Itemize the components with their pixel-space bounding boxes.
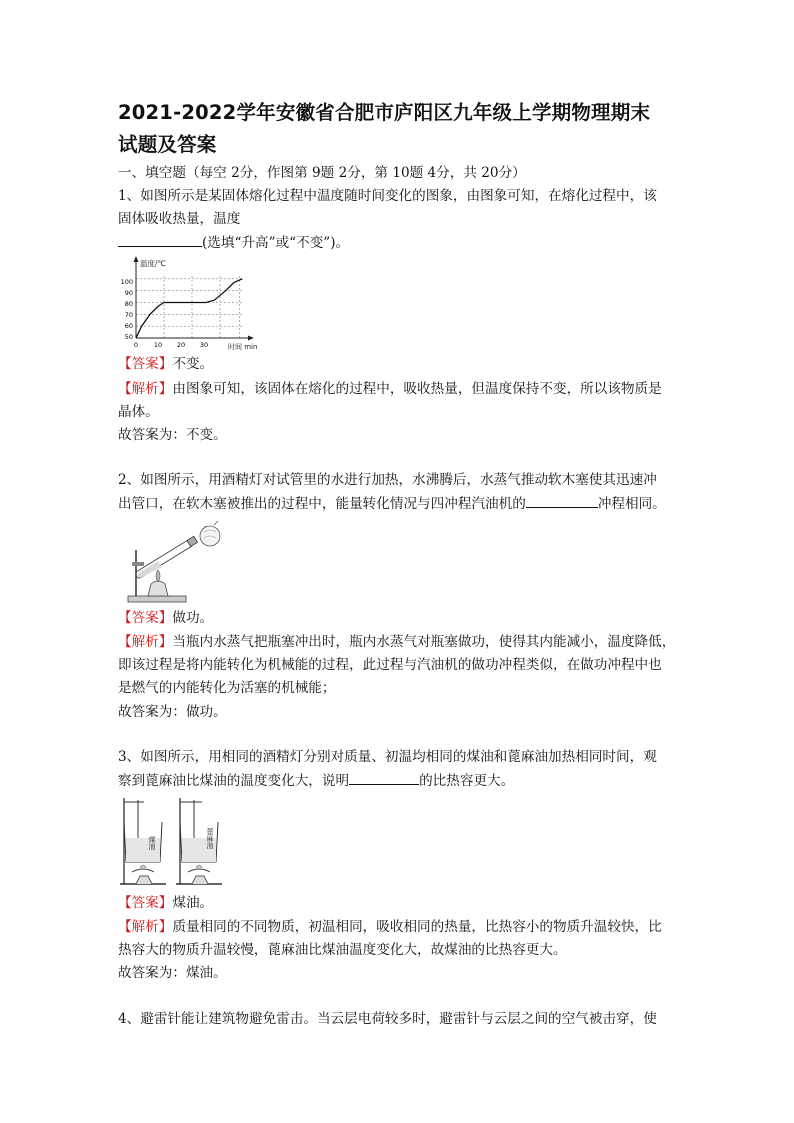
temperature-curve	[136, 279, 242, 338]
q3-answer-line	[118, 894, 213, 912]
q2-answer-line	[118, 609, 213, 627]
q2-analysis-line-3: 是燃气的内能转化为活塞的机械能；	[118, 680, 336, 696]
two-beaker-heating-figure	[118, 794, 236, 888]
answer-tag: 【答案】	[118, 610, 173, 626]
q1-answer-blank	[118, 233, 202, 247]
y-axis-arrow	[134, 256, 139, 262]
x-tick-label: 10	[153, 341, 163, 349]
q3-text-line-1: 3、如图所示，用相同的酒精灯分别对质量、初温均相同的煤油和蓖麻油加热相同时间，观	[118, 749, 657, 765]
q1-analysis-text: 由图象可知，该固体在熔化的过程中，吸收热量，但温度保持不变，所以该物质是	[172, 381, 662, 397]
y-tick-label: 50	[124, 333, 133, 341]
beaker-label-castor-oil: 蓖麻油	[206, 828, 214, 849]
q1-text-line-1: 1、如图所示是某固体熔化过程中温度随时间变化的图象，由图象可知，在熔化过程中，该	[118, 188, 657, 204]
q1-answer-line	[118, 355, 213, 373]
q2-analysis-line-1	[118, 633, 675, 651]
chart-ylabel: 温度/℃	[140, 259, 166, 268]
q1-text-line-2: 固体吸收热量，温度	[118, 211, 241, 227]
left-apparatus	[120, 798, 166, 884]
q3-answer-blank	[349, 771, 419, 785]
y-tick-label: 70	[124, 311, 133, 319]
q1-analysis-line-2: 晶体。	[118, 404, 159, 420]
q1-analysis-line-1	[118, 380, 662, 398]
title-line-1: 2021-2022学年安徽省合肥市庐阳区九年级上学期物理期末	[118, 101, 651, 124]
test-tube-heating-figure	[118, 516, 222, 606]
analysis-tag: 【解析】	[118, 381, 173, 397]
q3-analysis-text: 质量相同的不同物质，初温相同，吸收相同的热量，比热容小的物质升温较快，比	[172, 919, 662, 935]
q1-conclusion: 故答案为：不变。	[118, 427, 227, 443]
cork-stopper	[187, 536, 197, 546]
q2-answer: 做功。	[172, 610, 214, 626]
y-tick-label: 90	[124, 289, 133, 297]
answer-tag: 【答案】	[118, 895, 173, 911]
y-tick-label: 80	[124, 300, 133, 308]
test-tube	[136, 540, 192, 578]
document-title	[118, 97, 698, 161]
q2-conclusion: 故答案为：做功。	[118, 704, 227, 720]
q1-answer: 不变。	[172, 356, 214, 372]
right-apparatus	[176, 798, 222, 884]
y-tick-label: 100	[120, 278, 133, 286]
q1-text-tail: (选填“升高”或“不变”)。	[202, 235, 350, 251]
q2-analysis-line-2: 即该过程是将内能转化为机械能的过程，此过程与汽油机的做功冲程类似，在做功冲程中也	[118, 657, 662, 673]
beaker-label-kerosene: 煤油	[148, 836, 156, 850]
title-line-2: 试题及答案	[118, 133, 217, 156]
q2-text-tail: 冲程相同。	[597, 496, 666, 512]
x-axis-arrow	[248, 336, 254, 341]
chart-grid	[136, 275, 244, 338]
q3-text-tail: 的比热容更大。	[419, 773, 515, 789]
q2-analysis-text: 当瓶内水蒸气把瓶塞冲出时，瓶内水蒸气对瓶塞做功，使得其内能减小，温度降低，	[172, 634, 676, 650]
analysis-tag: 【解析】	[118, 919, 173, 935]
lamp-flame	[156, 570, 160, 582]
answer-tag: 【答案】	[118, 356, 173, 372]
q3-analysis-line-1	[118, 918, 662, 936]
apparatus-base	[128, 596, 186, 602]
x-tick-label: 30	[199, 341, 209, 349]
section-header: 一、填空题（每空 2分，作图第 9题 2分，第 10题 4分，共 20分）	[118, 165, 526, 181]
x-tick-label: 0	[133, 341, 139, 349]
q1-text-line-3	[118, 233, 349, 252]
q2-text-head: 出管口，在软木塞被推出的过程中，能量转化情况与四冲程汽油机的	[118, 496, 526, 512]
alcohol-lamp	[148, 581, 168, 596]
q3-text-head: 察到蓖麻油比煤油的温度变化大，说明	[118, 773, 350, 789]
q2-text-line-2	[118, 494, 666, 513]
q3-text-line-2	[118, 771, 514, 790]
q4-text-line-1: 4、避雷针能让建筑物避免雷击。当云层电荷较多时，避雷针与云层之间的空气被击穿，使	[118, 1011, 657, 1027]
q3-analysis-line-2: 热容大的物质升温较慢，蓖麻油比煤油温度变化大，故煤油的比热容更大。	[118, 942, 567, 958]
analysis-tag: 【解析】	[118, 634, 173, 650]
x-tick-label: 20	[176, 341, 186, 349]
chart-xlabel: 时间 min	[228, 343, 258, 351]
q3-conclusion: 故答案为：煤油。	[118, 965, 227, 981]
q2-answer-blank	[526, 494, 598, 508]
y-tick-label: 60	[124, 322, 133, 330]
q2-text-line-1: 2、如图所示，用酒精灯对试管里的水进行加热，水沸腾后，水蒸气推动软木塞使其迅速冲	[118, 472, 657, 488]
q3-answer: 煤油。	[172, 895, 214, 911]
temperature-time-chart	[118, 254, 258, 352]
clamp	[132, 562, 144, 566]
